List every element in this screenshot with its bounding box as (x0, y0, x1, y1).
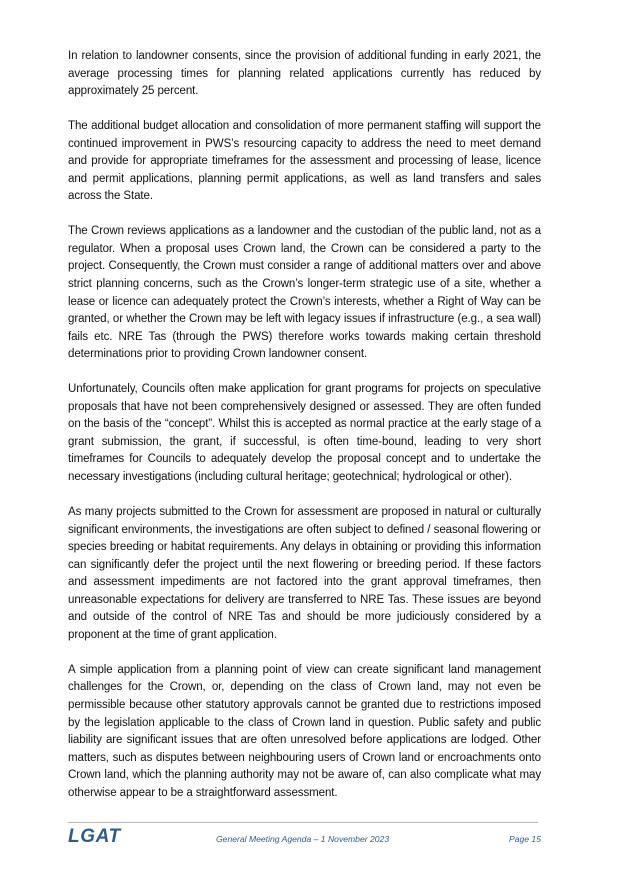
paragraph-crown-reviews: The Crown reviews applications as a landowner and the custodian of the public land, not as a regulator. When a proposal uses Crown land, the Crown can be considered a party to the project. Consequently, the Crown must consider a range of additional matters over and above strict planning concerns, such as the Crown’s longer-term strategic use of a site, whether a lease or licence can adequately protect the Crown’s interests, whether a Right of Way can be granted, or whether the Crown may be left with legacy issues if infrastructure (e.g., a sea wall) fails etc. NRE Tas (through the PWS) therefore works towards making certain threshold determinations prior to providing Crown landowner consent. (68, 225, 541, 361)
footer-meeting-title: General Meeting Agenda – 1 November 2023 (216, 834, 390, 844)
paragraph-grant-programs: Unfortunately, Councils often make application for grant programs for projects on speculative proposals that have not been comprehensively designed or assessed. They are often funded on the basis of the “concept”. Whilst this is accepted as normal practice at the early stage of a grant submission, the grant, if successful, is often time-bound, leading to very short timeframes for Councils to adequately develop the proposal concept and to undertake the necessary investigations (including cultural heritage; geotechnical; hydrological or other). (68, 383, 541, 483)
paragraph-simple-application: A simple application from a planning point of view can create significant land management challenges for the Crown, or, depending on the class of Crown land, may not even be permissible because other statutory approvals cannot be granted due to restrictions imposed by the legislation applicable to the class of Crown land in question. Public safety and public liability are significant issues that are often unresolved before applications are lodged. Other matters, such as disputes between neighbouring users of Crown land or encroachments onto Crown land, which the planning authority may not be aware of, can also complicate what may otherwise appear to be a straightforward assessment. (68, 663, 541, 799)
page-footer (68, 826, 541, 850)
paragraph-landowner-consents: In relation to landowner consents, since the provision of additional funding in early 2021, the average processing times for planning related applications currently has reduced by approximately 25 percent. (68, 50, 541, 98)
footer-divider (68, 822, 538, 823)
page-number: Page 15 (508, 834, 541, 844)
paragraph-investigations: As many projects submitted to the Crown for assessment are proposed in natural or culturally significant environments, the investigations are often subject to defined / seasonal flowering or species breeding or habitat requirements. Any delays in obtaining or providing this information can significantly defer the project until the next flowering or breeding period. If these factors and assessment impediments are not factored into the grant approval timeframes, then unreasonable expectations for delivery are transferred to NRE Tas. These issues are beyond and outside of the control of NRE Tas and should be more judiciously considered by a proponent at the time of grant application. (68, 506, 541, 641)
lgat-logo: LGAT (68, 826, 121, 847)
page-body (68, 48, 541, 820)
paragraph-budget-allocation: The additional budget allocation and consolidation of more permanent staffing will support the continued improvement in PWS’s resourcing capacity to address the need to meet demand and provide for appropriate timeframes for the assessment and processing of lease, licence and permit applications, planning permit applications, as well as land transfers and sales across the State. (68, 120, 541, 203)
